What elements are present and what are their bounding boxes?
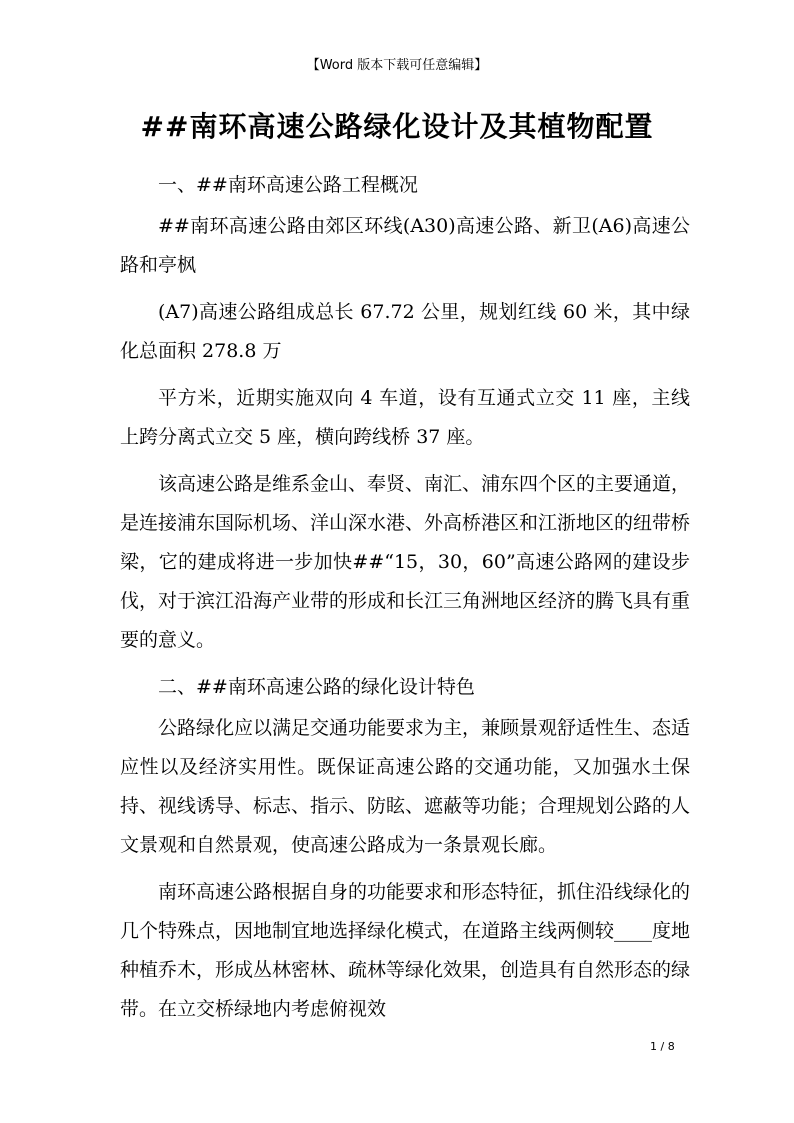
page-number: 1 / 8 [650,1040,675,1053]
paragraph: ##南环高速公路由郊区环线(A30)高速公路、新卫(A6)高速公路和亭枫 [120,215,690,276]
section-heading-2: 二、##南环高速公路的绿化设计特色 [158,676,475,698]
paragraph: 公路绿化应以满足交通功能要求为主，兼顾景观舒适性生、态适应性以及经济实用性。既保证高速公路的交通功能，又加强水土保持、视线诱导、标志、指示、防眩、遮蔽等功能；合理规划公路的人文景观和自然景观，使高速公路成为一条景观长廊。 [120,717,691,856]
document-title: ##南环高速公路绿化设计及其植物配置 [140,110,654,143]
document-header: 【Word 版本下载可任意编辑】 [306,58,488,73]
document-body [120,166,690,1037]
paragraph: 平方米，近期实施双向 4 车道，设有互通式立交 11 座，主线上跨分离式立交 5 座，横向跨线桥 37 座。 [120,387,690,448]
paragraph: (A7)高速公路组成总长 67.72 公里，规划红线 60 米，其中绿化总面积 278.8 万 [120,301,690,362]
section-heading-1: 一、##南环高速公路工程概况 [158,174,418,196]
paragraph: 南环高速公路根据自身的功能要求和形态特征，抓住沿线绿化的几个特殊点，因地制宜地选择绿化模式，在道路主线两侧较____度地种植乔木，形成丛林密林、疏林等绿化效果，创造具有自然形态的绿带。在立交桥绿地内考虑俯视效 [120,881,691,1020]
paragraph: 该高速公路是维系金山、奉贤、南汇、浦东四个区的主要通道，是连接浦东国际机场、洋山深水港、外高桥港区和江浙地区的纽带桥梁，它的建成将进一步加快##“15，30，60”高速公路网的建设步伐，对于滨江沿海产业带的形成和长江三角洲地区经济的腾飞具有重要的意义。 [120,473,691,651]
